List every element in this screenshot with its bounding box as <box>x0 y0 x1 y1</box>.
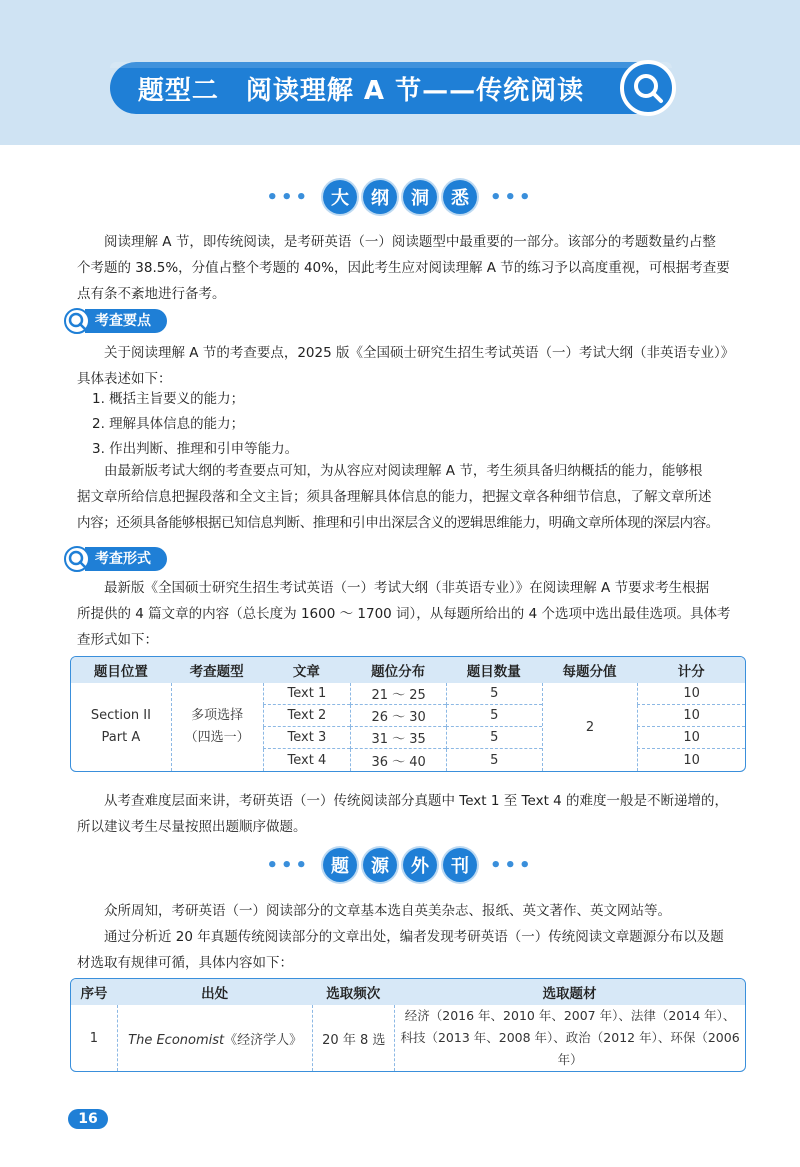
table-header-row <box>71 979 745 1005</box>
table-header-row <box>71 657 745 683</box>
subheading-points <box>63 308 187 334</box>
banner-char: 源 <box>363 848 397 882</box>
cell-text: Part A <box>101 730 141 745</box>
type-cell <box>171 683 263 771</box>
subheading-label: 考查形式 <box>85 547 167 571</box>
subheading-label: 考查要点 <box>85 309 167 333</box>
page-title: 题型二 阅读理解 A 节——传统阅读 <box>137 75 585 106</box>
banner-char: 悉 <box>443 180 477 214</box>
table-header: 题目位置 <box>71 657 171 683</box>
section-banner-sources <box>0 848 800 882</box>
text-line: 查形式如下： <box>77 632 158 648</box>
range-cell: 36 ～ 40 <box>350 749 446 771</box>
table-header: 序号 <box>71 979 117 1005</box>
page-title-banner <box>110 62 672 114</box>
source-chinese: 《经济学人》 <box>224 1032 303 1048</box>
text-line: 个考题的 38.5%，分值占整个考题的 40%，因此考生应对阅读理解 A 节的练习予以高度重视，可根据考查要 <box>77 260 730 276</box>
total-cell: 10 <box>637 705 745 727</box>
sources-table <box>70 978 746 1072</box>
index-cell: 1 <box>89 1030 99 1046</box>
text-line: 通过分析近 20 年真题传统阅读部分的文章出处，编者发现考研英语（一）传统阅读文章题源分布以及题 <box>104 929 724 945</box>
table-header: 题位分布 <box>350 657 446 683</box>
text-line: 材选取有规律可循，具体内容如下： <box>77 955 293 971</box>
format-outro <box>77 788 749 840</box>
banner-char: 洞 <box>403 180 437 214</box>
section-banner-outline <box>0 180 800 214</box>
dots-left: ••• <box>266 854 310 876</box>
text-line: 据文章所给信息把握段落和全文主旨；须具备理解具体信息的能力，把握文章各种细节信息，了解文章所述 <box>77 489 712 505</box>
text-line: 阅读理解 A 节，即传统阅读，是考研英语（一）阅读题型中最重要的一部分。该部分的考题数量约占整 <box>104 234 716 250</box>
text-line: 内容；还须具备能够根据已知信息判断、推理和引申出深层含义的逻辑思维能力，明确文章所体现的深层内容。 <box>77 515 719 531</box>
total-cell: 10 <box>637 683 745 705</box>
text-line: 由最新版考试大纲的考查要点可知，为从容应对阅读理解 A 节，考生须具备归纳概括的能力，能够根 <box>104 463 703 479</box>
list-item: 2. 理解具体信息的能力； <box>92 416 245 432</box>
table-header: 考查题型 <box>171 657 263 683</box>
text-line: 具体表述如下： <box>77 371 172 387</box>
cell-text: Section II <box>90 708 151 723</box>
score-each-cell: 2 <box>542 683 638 771</box>
text-cell: Text 4 <box>263 749 351 771</box>
range-cell: 26 ～ 30 <box>350 705 446 727</box>
cell-text: （四选一） <box>184 730 250 745</box>
text-line: 所以建议考生尽量按照出题顺序做题。 <box>77 819 307 835</box>
list-item: 1. 概括主旨要义的能力； <box>92 391 245 407</box>
cell-text: 经济（2016 年、2010 年、2007 年）、法律（2014 年）、 <box>404 1008 736 1023</box>
banner-char: 刊 <box>443 848 477 882</box>
dots-right: ••• <box>490 186 534 208</box>
text-cell: Text 2 <box>263 705 351 727</box>
source-cell <box>117 1005 313 1071</box>
banner-char: 纲 <box>363 180 397 214</box>
sources-paragraph <box>77 898 749 976</box>
text-line: 点有条不紊地进行备考。 <box>77 286 226 302</box>
magnifier-icon <box>63 546 93 572</box>
text-cell: Text 3 <box>263 727 351 749</box>
table-header: 题目数量 <box>446 657 542 683</box>
total-cell: 10 <box>637 727 745 749</box>
table-header: 计分 <box>637 657 745 683</box>
table-row <box>71 683 745 705</box>
table-row <box>71 1005 745 1071</box>
list-item: 3. 作出判断、推理和引申等能力。 <box>92 441 299 457</box>
banner-highlight <box>110 62 672 68</box>
cell-text: 科技（2013 年、2008 年）、政治（2012 年）、环保（2006 年） <box>400 1030 740 1067</box>
banner-char: 外 <box>403 848 437 882</box>
count-cell: 5 <box>446 749 542 771</box>
subheading-format <box>63 546 187 572</box>
count-cell: 5 <box>446 727 542 749</box>
dots-right: ••• <box>490 854 534 876</box>
count-cell: 5 <box>446 683 542 705</box>
table-header: 文章 <box>263 657 351 683</box>
text-line: 所提供的 4 篇文章的内容（总长度为 1600 ～ 1700 词），从每题所给出的 4 个选项中选出最佳选项。具体考 <box>77 606 731 622</box>
table-header: 选取题材 <box>394 979 745 1005</box>
format-intro <box>77 575 749 653</box>
text-line: 关于阅读理解 A 节的考查要点，2025 版《全国硕士研究生招生考试英语（一）考试大纲（非英语专业）》 <box>104 345 735 361</box>
banner-char: 题 <box>323 848 357 882</box>
text-line: 从考查难度层面来讲，考研英语（一）传统阅读部分真题中 Text 1 至 Text 4 的难度一般是不断递增的， <box>104 793 729 809</box>
total-cell: 10 <box>637 749 745 771</box>
text-cell: Text 1 <box>263 683 351 705</box>
points-analysis <box>77 458 749 536</box>
points-intro <box>77 340 749 392</box>
magnifier-icon <box>620 60 676 116</box>
table-header: 每题分值 <box>542 657 638 683</box>
text-line: 最新版《全国硕士研究生招生考试英语（一）考试大纲（非英语专业）》在阅读理解 A 节要求考生根据 <box>104 580 710 596</box>
table-header: 选取频次 <box>312 979 394 1005</box>
frequency-cell: 20 年 8 选 <box>312 1005 394 1071</box>
intro-paragraph <box>77 229 749 307</box>
banner-char: 大 <box>323 180 357 214</box>
source-english: The Economist <box>128 1032 225 1048</box>
text-line: 众所周知，考研英语（一）阅读部分的文章基本选自英美杂志、报纸、英文著作、英文网站等。 <box>104 903 671 919</box>
format-table <box>70 656 746 772</box>
count-cell: 5 <box>446 705 542 727</box>
range-cell: 21 ～ 25 <box>350 683 446 705</box>
table-header: 出处 <box>117 979 313 1005</box>
topics-cell <box>394 1005 745 1071</box>
cell-text: 多项选择 <box>191 708 244 723</box>
range-cell: 31 ～ 35 <box>350 727 446 749</box>
position-cell <box>71 683 171 771</box>
page-number: 16 <box>68 1109 108 1129</box>
dots-left: ••• <box>266 186 310 208</box>
magnifier-icon <box>63 308 93 334</box>
